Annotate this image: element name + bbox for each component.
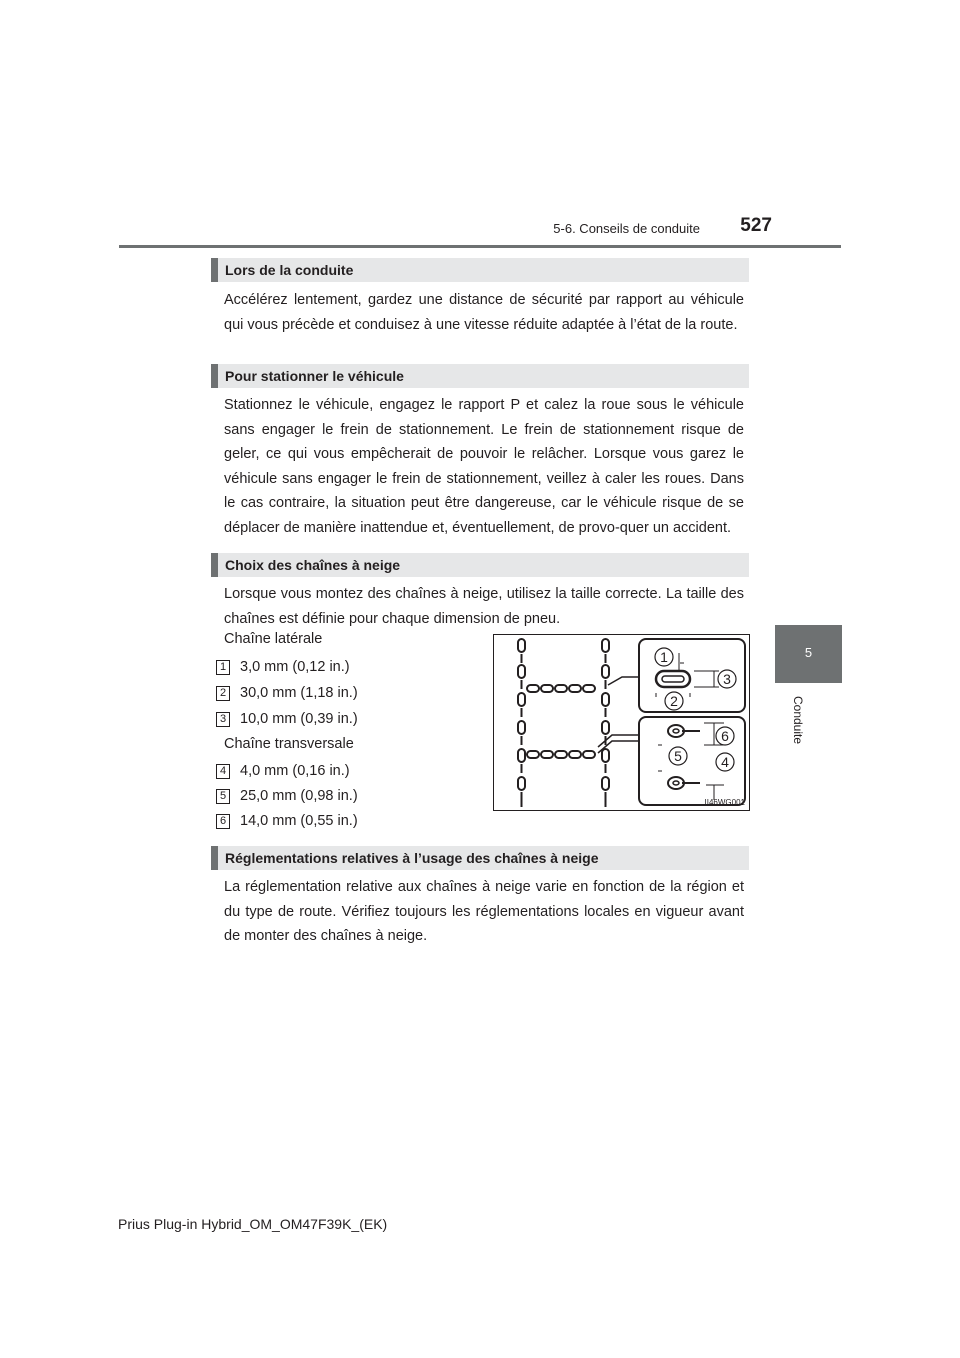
callout-number: 3 — [216, 712, 230, 727]
spec-value: 25,0 mm (0,98 in.) — [240, 788, 358, 804]
spec-value: 30,0 mm (1,18 in.) — [240, 685, 358, 701]
footer-doc-id: Prius Plug-in Hybrid_OM_OM47F39K_(EK) — [118, 1216, 388, 1232]
spec-item — [216, 683, 358, 703]
chapter-label: Conduite — [791, 695, 805, 745]
callout-number: 6 — [216, 814, 230, 829]
figure-callout-1: 1 — [660, 649, 668, 665]
section-text-chains: Lorsque vous montez des chaînes à neige, utilisez la taille correcte. La taille des chaînes est définie pour chaque dimension de pneu. — [224, 586, 744, 627]
callout-number: 2 — [216, 686, 230, 701]
section-heading-driving: Lors de la conduite — [211, 258, 749, 282]
callout-number: 1 — [216, 660, 230, 675]
figure-callout-2: 2 — [670, 693, 678, 709]
side-chain-label: Chaîne latérale — [224, 631, 323, 647]
callout-number: 4 — [216, 764, 230, 779]
section-text-parking: Stationnez le véhicule, engagez le rapport P et calez la roue sous le véhicule sans engager le frein de stationnement. Le frein de stationnement risque de geler, ce qui vous empêcherait de pouvoir le relâcher. Lorsque vous garez le véhicule sans engager le frein de stationnement, veillez à caler les roues. Dans le cas contraire, la situation peut être dangereuse, car le véhicule risque de se déplacer de manière inattendue et, éventuellement, de provo-quer un accident. — [224, 397, 744, 536]
figure-callout-3: 3 — [723, 671, 731, 687]
section-heading-regulations: Réglementations relatives à l’usage des chaînes à neige — [211, 846, 749, 870]
spec-item — [216, 786, 358, 806]
right-side-chain — [602, 639, 609, 807]
chapter-tab-number: 5 — [804, 645, 813, 660]
spec-item — [216, 761, 350, 781]
spec-item — [216, 709, 358, 729]
cross-chain-label: Chaîne transversale — [224, 736, 354, 752]
figure-callout-4: 4 — [721, 754, 729, 770]
upper-cross-chain — [527, 685, 595, 692]
section-text-regulations: La réglementation relative aux chaînes à neige varie en fonction de la région et du type de route. Vérifiez toujours les réglementations locales en vigueur avant de monter des chaînes à neige. — [224, 879, 744, 945]
figure-code: II46WG001 — [704, 798, 745, 807]
left-side-chain — [518, 639, 525, 807]
callout-number: 5 — [216, 789, 230, 804]
snow-chain-figure — [493, 634, 750, 811]
lower-cross-chain — [527, 751, 595, 758]
spec-item — [216, 811, 358, 831]
chapter-label-box — [783, 690, 813, 750]
header-section-title: 5-6. Conseils de conduite — [553, 221, 700, 236]
section-text-driving: Accélérez lentement, gardez une distance de sécurité par rapport au véhicule qui vous précède et conduisez à une vitesse réduite adaptée à l’état de la route. — [224, 292, 744, 333]
spec-value: 14,0 mm (0,55 in.) — [240, 813, 358, 829]
spec-value: 3,0 mm (0,12 in.) — [240, 659, 350, 675]
section-heading-chains: Choix des chaînes à neige — [211, 553, 749, 577]
spec-value: 10,0 mm (0,39 in.) — [240, 711, 358, 727]
figure-callout-5: 5 — [674, 748, 682, 764]
page-number: 527 — [740, 215, 772, 236]
section-heading-parking: Pour stationner le véhicule — [211, 364, 749, 388]
snow-chain-illustration — [494, 635, 749, 810]
spec-value: 4,0 mm (0,16 in.) — [240, 763, 350, 779]
figure-callout-6: 6 — [721, 728, 729, 744]
spec-item — [216, 657, 350, 677]
header-rule — [119, 245, 841, 248]
